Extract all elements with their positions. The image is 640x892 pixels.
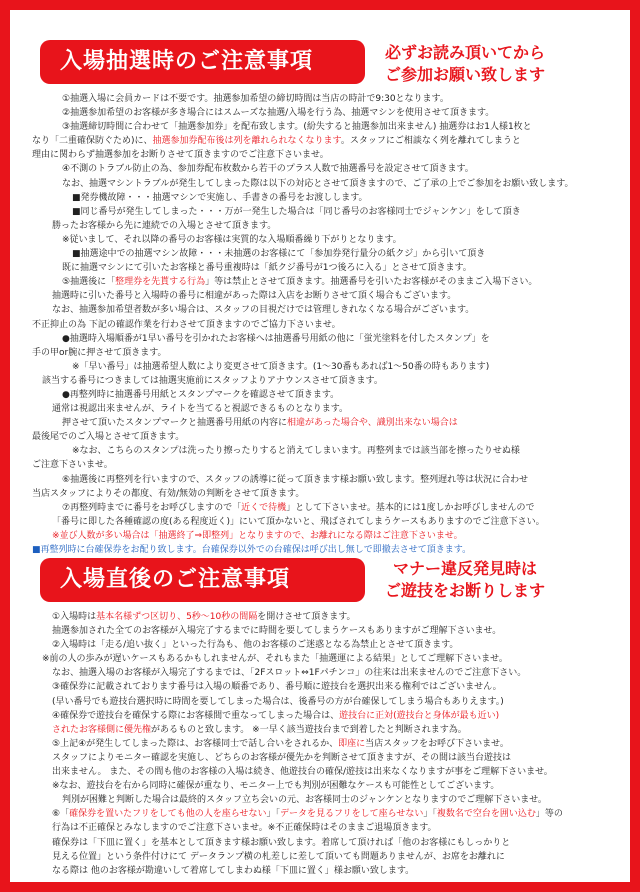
section2-text-part: ④確保券で遊技台を確保する際にお客様間で重なってしまった場合は、 [52,710,340,721]
section2-text-part: 確保券は「下皿に置く」を基本として頂きます様お願い致します。着席して頂ければ「他のお客様にもしっかりと [52,837,511,848]
section1-line [32,219,608,233]
section1-text-part: ※並び人数が多い場合は「抽選終了⇒即整列」となりますので、お離れになる際はご注意下さいませ。 [52,530,463,541]
section1-title: 入場抽選時のご注意事項 [40,40,365,84]
section1-line [32,374,608,388]
section1-text-part: ●抽選時入場順番が1早い番号を引かれたお客様へは抽選番号用紙の他に「蛍光塗料を付したスタンプ」を [62,333,490,344]
section2-line [32,793,608,807]
section1-text-part: ●再整列時に抽選番号用紙とスタンプマークを確認させて頂きます。 [62,389,340,400]
section2-text-part: 抽選参加された全てのお客様が入場完了するまでに時間を要してしまうケースもありますがご理解下さいませ。 [52,626,502,637]
section1-text-part: なお、抽選マシントラブルが発生してしまった際は以下の対応とさせて頂きますので、ご了承の上でご参加をお願い致します。 [62,178,574,189]
section2-text-part: 確保券を置いたフリをしても他の人を座らせない [69,809,267,820]
section2-line [32,624,608,638]
section1-line [32,360,608,374]
section2-text-part: ※前の人の歩みが遅いケースもあるかもしれませんが、それもまた「抽選運による結果」としてご理解下さいませ。 [42,654,508,665]
section1-text-part: ①抽選入場に会員カードは不要です。抽選参加希望の締切時間は当店の時計で9:30となります。 [62,94,449,104]
section2-text-part: ⑤上記④が発生してしまった際は、お客様同士で話し合いをされるか、 [52,738,339,749]
section2-line [32,821,608,835]
section1-text-part: 整理券を先貰する行為 [115,277,206,288]
section1-line [32,543,608,557]
section1-line [32,205,608,219]
section2-text-part: 複数名で空台を囲い込む [436,809,536,820]
section1-line [32,487,608,501]
section1-text-part: 通常は視認出来ませんが、ライトを当てると視認できるものとなります。 [52,404,349,415]
section1-text-part: ⑤抽選後に「 [62,277,116,288]
section2-line [32,652,608,666]
section1-text-part: ご注意下さいませ。 [32,460,113,471]
section2-text-part: 見える位置」という条件付けにて データランプ横の札差しに差して頂いても問題ありませんが、お席をお離れに [52,851,505,862]
section1-note [370,42,560,86]
section1-line [32,134,608,148]
section1-line [32,106,608,120]
section1-text-part: ■発券機故障・・・抽選マシンで実施し、手書きの番号をお渡しします。 [72,192,368,203]
section2-text-part: 行為は不正確保とみなしますのでご注意下さいませ。※不正確保時はそのままご退場頂きます。 [52,823,437,834]
section1-line [32,233,608,247]
section2-line [32,807,608,821]
section1-line [32,501,608,515]
section1-text-part: 押させて頂いたスタンプマークと抽選番号用紙の内容に [62,418,288,429]
section2-text-part: ⑥「 [52,809,70,820]
section2-title: 入場直後のご注意事項 [40,558,365,602]
section1-line [32,529,608,543]
section2-text-part: 基本名様ずつ区切り、5秒〜10秒の間隔 [96,612,258,622]
section1-line [32,402,608,416]
section2-line [32,751,608,765]
section1-line [32,148,608,162]
section2-text-part: 判別が困難と判断した場合は最終的スタッフ立ち会いの元、お客様同士のジャンケンとなりますのでご理解下さいませ。 [62,795,547,806]
section1-text-part: 最後尾でのご入場とさせて頂きます。 [32,432,185,443]
section2-text-part: されたお客様側に優先権 [52,724,152,735]
section2-text-part: データを見るフリをして座らせない [279,809,424,820]
section2-note-line1: マナー違反発見時は [392,559,537,578]
section1-text-part: 不正抑止の為 下記の確認作業を行わさせて頂きますのでご協力下さいませ。 [32,319,341,330]
section1-text-part: ④不測のトラブル防止の為、参加券配布枚数から若干のプラス人数で抽選番号を設定させて頂きます。 [62,164,474,175]
section1-line [32,416,608,430]
section1-text-part: ■再整列時に台確保券をお配り致します。台確保券以外での台確保は呼び出し無しで即撤去させて頂きます。 [32,545,472,555]
section1-text-part: ※「早い番号」は抽選希望人数により変更させて頂きます。(1〜30番もあれば1〜50番の時もあります) [72,361,490,372]
section1-body [32,92,608,557]
section2-line [32,709,608,723]
section1-text-part: 」として下さいませ。基本的には1度しかお呼びしませんので [286,502,535,513]
section1-line [32,318,608,332]
section1-line [32,162,608,176]
section1-text-part: ⑦再整列時までに番号をお呼びしますので「 [62,502,242,513]
section2-text-part: を開けさせて頂きます。 [257,612,356,622]
section2-line [32,666,608,680]
section2-text-part: ※なお、遊技台を右から同時に確保が重なり、モニター上でも判別が困難なケースも可能性としてございます。 [52,781,500,792]
section1-text-part: ※なお、こちらのスタンプは洗ったり擦ったりすると消えてしまいます。再整列までは該当部を擦ったりせぬ様 [72,446,520,457]
section1-text-part: ■同じ番号が発生してしまった・・・万が一発生した場合は「同じ番号のお客様同士でジャンケン」をして頂き [72,206,521,217]
section1-text-part: ⑥抽選後に再整列を行いますので、スタッフの誘導に従って頂きます様お願い致します。整列遅れ等は状況に合わせ [62,474,529,485]
section1-text-part: ※従いまして、それ以降の番号のお客様は実質的な入場順番繰り下がりとなります。 [62,234,402,245]
section1-text-part: 「番号に即した各種確認の度(ある程度近く)」にいて頂かないと、飛ばされてしまうケースもありますのでご注意下さい。 [52,516,545,527]
section1-text-part: 」等は禁止とさせて頂きます。抽選番号を引いたお客様がそのままご入場下さい。 [205,277,538,288]
section1-note-line1: 必ずお読み頂いてから [384,43,545,62]
section1-text-part: 近くで待機 [241,502,287,513]
section2-text-part: なる際は 他のお客様が勘違いして着席してしまわぬ様「下皿に置く」様お願い致します。 [52,865,415,876]
section2-text-part: 」「 [423,809,437,820]
section1-line [32,177,608,191]
section1-text-part: なり「二重確保防ぐため)に、 [32,136,153,147]
section2-text-part: ①入場時は [52,612,97,622]
section1-text-part: 。スタッフにご相談なく列を離れてしまうと [340,136,521,147]
section1-text-part: 該当する番号につきましては抽選実施前にスタッフよりアナウンスさせて頂きます。 [42,375,383,386]
section1-text-part: 勝ったお客様から先に連続での入場とさせて頂きます。 [52,220,277,231]
section1-line [32,191,608,205]
section1-line [32,473,608,487]
section2-text-part: 当店スタッフをお呼び下さいませ。 [365,738,509,749]
section1-line [32,388,608,402]
section1-line [32,303,608,317]
section1-line [32,247,608,261]
section1-line [32,430,608,444]
section1-text-part: ②抽選参加希望のお客様が多き場合にはスムーズな抽選/入場を行う為、抽選マシンを使用させて頂きます。 [62,108,495,119]
section2-line [32,723,608,737]
section1-line [32,458,608,472]
section2-text-part: 」等の [535,809,563,820]
section1-text-part: 手の甲or腕に押させて頂きます。 [32,347,167,358]
section2-line [32,864,608,878]
section2-text-part: 出来ません。 また、その間も他のお客様の入場は続き、他遊技台の確保/遊技は出来なくなりますが事をご理解下さいませ。 [52,767,553,778]
section1-text-part: 相違があった場合や、識別出来ない場合は [287,418,458,429]
section2-note [370,558,560,602]
section1-text-part: ■抽選途中での抽選マシン故障・・・未抽選のお客様にて「参加券発行量分の紙クジ」から引いて頂き [72,249,486,260]
section1-line [32,289,608,303]
section1-line [32,332,608,346]
section1-line [32,92,608,106]
section2-line [32,638,608,652]
section2-line [32,680,608,694]
section2-note-line2: ご遊技をお断りします [384,581,545,600]
section2-text-part: スタッフによりモニター確認を実施し、どちらのお客様が優先かを判断させて頂きますが、その間は該当台遊技は [52,752,512,763]
section2-text-part: 遊技台に正対(遊技台と身体が最も近い) [339,710,500,721]
section2-line [32,610,608,624]
section2-text-part: 即座に [338,738,366,749]
section1-line [32,275,608,289]
section1-text-part: なお、抽選参加希望者数が多い場合は、スタッフの目視だけでは管理しきれなくなる場合がございます。 [52,305,475,316]
section2-line [32,836,608,850]
section1-line [32,120,608,134]
section1-text-part: 抽選参加券配布後は列を離れられなくなります [152,136,341,147]
section1-note-line2: ご参加お願い致します [384,65,545,84]
section1-line [32,444,608,458]
section2-text-part: (早い番号でも遊技台選択時に時間を要してしまった場合は、後番号の方が台確保してしまう場合もありえます。) [52,696,504,707]
section2-line [32,779,608,793]
section1-line [32,261,608,275]
section2-text-part: ③確保券に記載されております番号は入場の順番であり、番号順に遊技台を選択出来る権利ではございません。 [52,682,502,693]
section1-line [32,346,608,360]
section2-text-part: 」「 [266,809,280,820]
section2-line [32,737,608,751]
section1-text-part: 抽選時に引いた番号と入場時の番号に相違があった際は入店をお断りさせて頂く場合もございます。 [52,291,457,302]
section1-text-part: 既に抽選マシンにて引いたお客様と番号重複時は「紙クジ番号が1つ後ろに入る」とさせて頂きます。 [62,263,472,274]
section2-text-part: なお、抽選入場のお客様が入場完了するまでは、「2Fスロット⇔1Fパチンコ」の往来は出来ませんのでご注意下さい。 [52,668,527,679]
section2-text-part: ②入場時は「走る/追い抜く」といった行為も、他のお客様のご迷惑となる為禁止とさせて頂きます。 [52,640,459,651]
section2-line [32,695,608,709]
section2-line [32,850,608,864]
section1-line [32,515,608,529]
section1-text-part: ③抽選締切時間に合わせて「抽選参加券」を配布致します。(紛失すると抽選参加出来ません) 抽選券はお1人様1枚と [62,122,532,133]
section2-line [32,765,608,779]
section2-text-part: があるものと致します。 ※一早く該当遊技台まで到着したと判断されます為。 [151,724,467,735]
section1-text-part: 理由に関わらず抽選参加をお断りさせて頂きますのでご注意下さいませ。 [32,150,329,161]
section1-text-part: 当店スタッフによりその都度、有効/無効の判断をさせて頂きます。 [32,488,305,499]
section2-body [32,610,608,878]
